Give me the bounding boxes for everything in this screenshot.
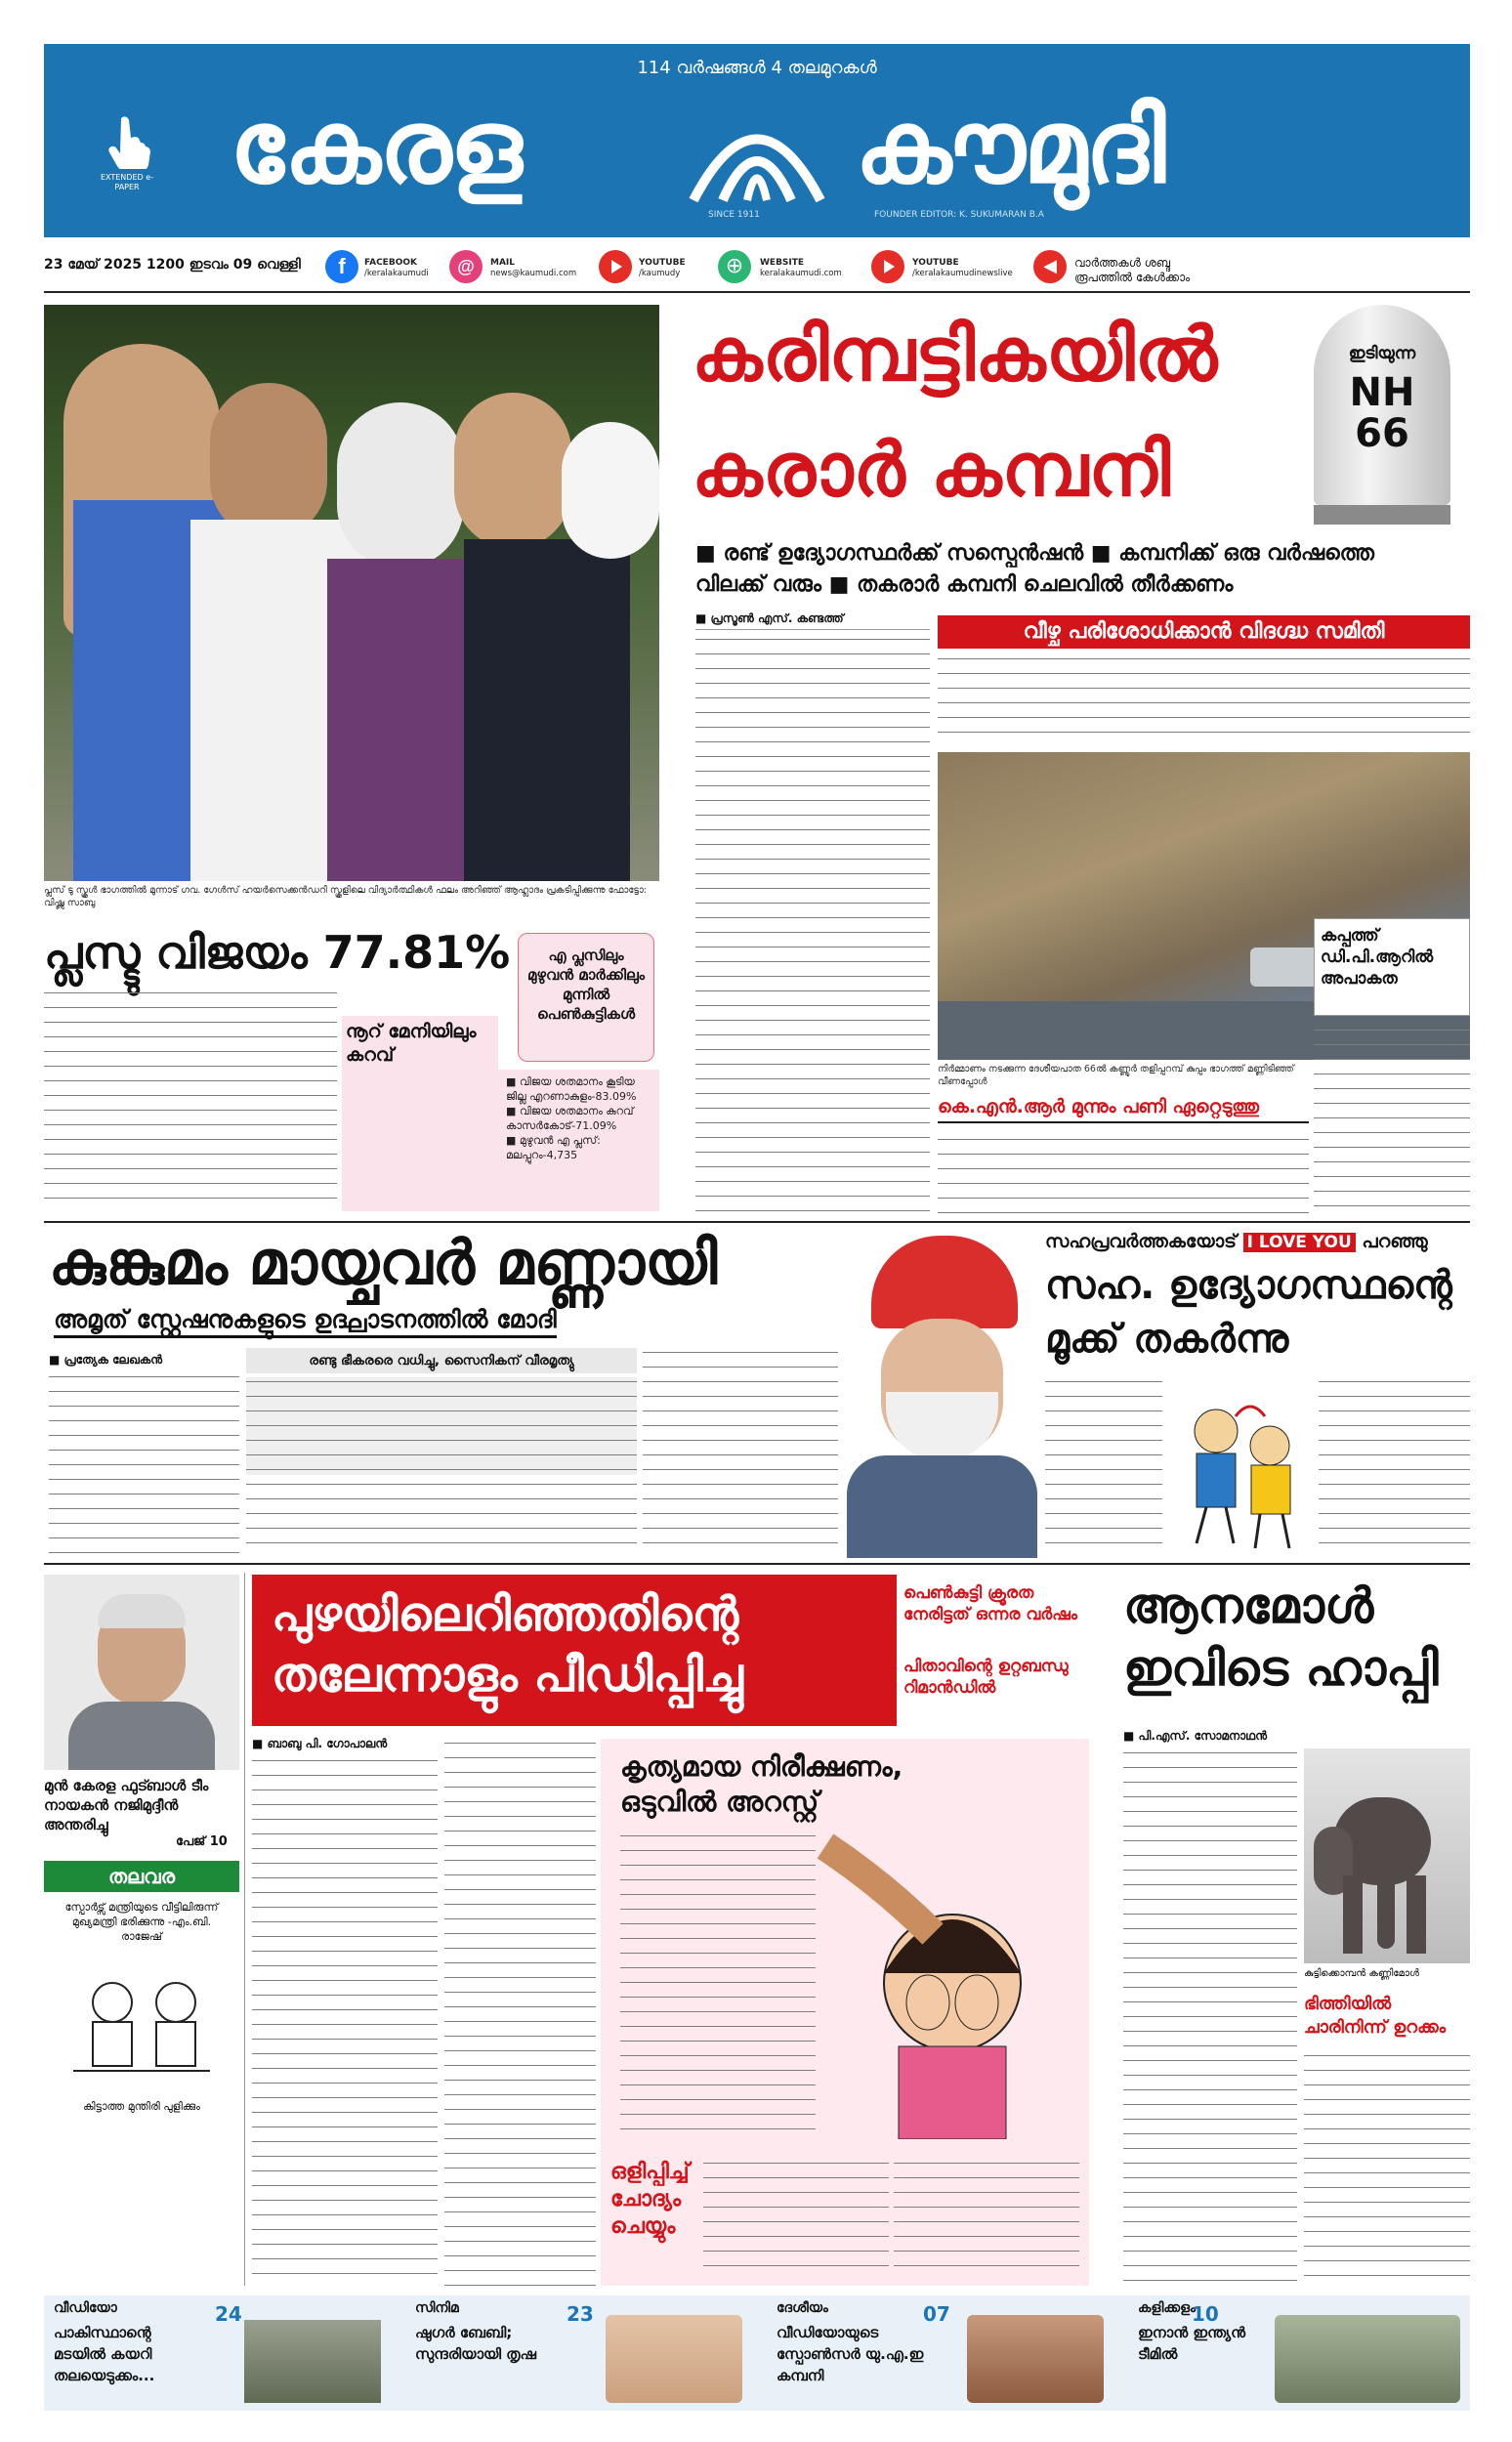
river-side-1: പെൺകുട്ടി ക്രൂരത നേരിട്ടത് ഒന്നര വർഷം bbox=[903, 1583, 1077, 1624]
river-headline-2: തലേന്നാളും പീഡിപ്പിച്ചു bbox=[272, 1648, 743, 1703]
social-youtube[interactable]: YOUTUBE /kaumudy bbox=[639, 258, 686, 278]
river-warn: ഒളിപ്പിച്ച് ചോദ്യം ചെയ്യും bbox=[610, 2160, 690, 2239]
talavara-cartoon-caption: കിട്ടാത്ത മുന്തിരി പുളിക്കും bbox=[83, 2100, 200, 2113]
left-col-divider bbox=[244, 1573, 245, 2286]
iloveyou-headline-1: സഹ. ഉദ്യോഗസ്ഥന്റെ bbox=[1045, 1263, 1452, 1308]
footer-text-cinema: ഷുഗർ ബേബി; സുന്ദരിയായി തൃഷ bbox=[415, 2324, 537, 2363]
plus2-body-left bbox=[44, 989, 337, 1211]
river-inset-title-1: കൃത്യമായ നിരീക്ഷണം, bbox=[620, 1750, 903, 1783]
sidebar-text bbox=[938, 654, 1470, 742]
talavara-label: തലവര bbox=[44, 1861, 239, 1892]
footer-page-national: 07 bbox=[923, 2302, 950, 2326]
extended-epaper-icon[interactable] bbox=[98, 110, 156, 198]
plus2-stat-2: ■ വിജയ ശതമാനം കുറവ് കാസർകോട്-71.09% bbox=[506, 1105, 634, 1132]
audio-speaker-icon[interactable]: ◀ bbox=[1033, 250, 1067, 283]
facebook-icon[interactable]: f bbox=[325, 250, 358, 283]
river-headline-1: പുഴയിലെറിഞ്ഞതിന്റെ bbox=[272, 1587, 739, 1642]
milestone-nh: NH bbox=[1349, 370, 1415, 415]
masthead-tagline: 114 വർഷങ്ങൾ 4 തലമുറകൾ bbox=[637, 58, 877, 78]
section-rule-1 bbox=[44, 1221, 1470, 1223]
footer-teaser-video[interactable] bbox=[54, 2300, 386, 2408]
modi-body-mid bbox=[246, 1480, 637, 1553]
landslide-caption: നിർമ്മാണം നടക്കുന്ന ദേശീയപാത 66ൽ കണ്ണൂർ തളിപ്പറമ്പ് കുപ്പം ഭാഗത്ത് മണ്ണിടിഞ്ഞ് വീണപ്പോൾ bbox=[938, 1064, 1294, 1087]
footer-text-sports: ഇനാൻ ഇന്ത്യൻ ടീമിൽ bbox=[1138, 2324, 1246, 2363]
footer-page-sports: 10 bbox=[1192, 2302, 1219, 2326]
lead-subhead-2: വിലക്ക് വരും ■ തകരാർ കമ്പനി ചെലവിൽ തീർക്കണം bbox=[695, 572, 1234, 597]
elephant-headline-2: ഇവിടെ ഹാപ്പി bbox=[1123, 1640, 1439, 1697]
founder-label: FOUNDER EDITOR: K. SUKUMARAN B.A bbox=[874, 210, 1044, 220]
footer-section-sports: കളിക്കളം bbox=[1138, 2300, 1196, 2316]
elephant-sub: ഭിത്തിയിൽ ചാരിനിന്ന് ഉറക്കം bbox=[1304, 1994, 1447, 2038]
social-facebook[interactable]: FACEBOOK /keralakaumudi bbox=[364, 258, 429, 278]
plus2-stat-3: ■ മുഴുവൻ എ പ്ലസ്: മലപ്പുറം-4,735 bbox=[506, 1134, 601, 1161]
footer-section-national: ദേശീയം bbox=[777, 2300, 828, 2316]
talavara-cartoon bbox=[54, 1963, 230, 2090]
modi-box-title: രണ്ടു ഭീകരരെ വധിച്ചു, സൈനികന് വീരമൃത്യു bbox=[246, 1348, 637, 1373]
plus2-stats bbox=[506, 1074, 652, 1162]
river-byline: ■ ബാബു പി. ഗോപാലൻ bbox=[252, 1737, 388, 1750]
iloveyou-body-right bbox=[1319, 1377, 1470, 1553]
knr-text bbox=[938, 1135, 1309, 1213]
river-inset bbox=[601, 1739, 1089, 2286]
river-body-1 bbox=[252, 1756, 438, 2286]
elephant-byline: ■ പി.എസ്. സോമനാഥൻ bbox=[1123, 1729, 1267, 1743]
dateline: 23 മേയ് 2025 1200 ഇടവം 09 വെള്ളി bbox=[44, 257, 301, 273]
modi-body-right bbox=[643, 1348, 838, 1553]
elephant-caption: കുട്ടിക്കൊമ്പൻ കണ്ണിമോൾ bbox=[1304, 1968, 1420, 1979]
lead-headline-2: കരാർ കമ്പനി bbox=[692, 426, 1171, 513]
students-celebration-photo bbox=[44, 305, 659, 881]
lead-byline-rule bbox=[695, 629, 930, 630]
social-youtube-live[interactable]: YOUTUBE /keralakaumudinewslive bbox=[912, 258, 1013, 278]
extended-label: EXTENDED e-PAPER bbox=[100, 173, 154, 191]
elephant-headline-1: ആനമോൾ bbox=[1123, 1578, 1374, 1634]
iloveyou-kicker bbox=[1045, 1227, 1428, 1257]
elephant-body-2 bbox=[1304, 2051, 1470, 2286]
knr-title: കെ.എൻ.ആർ മുന്നും പണി ഏറ്റെടുത്തു bbox=[938, 1096, 1309, 1123]
sidebar-title: വീഴ്ച പരിശോധിക്കാൻ വിദഗ്ദ്ധ സമിതി bbox=[938, 615, 1470, 649]
masthead bbox=[44, 44, 1470, 237]
iloveyou-kicker-love: I LOVE YOU bbox=[1243, 1233, 1356, 1252]
elephant-photo bbox=[1304, 1748, 1470, 1963]
river-inset-title-2: ഒടുവിൽ അറസ്റ്റ് bbox=[620, 1786, 819, 1818]
elephant-body-1 bbox=[1123, 1748, 1297, 2286]
website-globe-icon[interactable]: ⊕ bbox=[718, 250, 751, 283]
nh66-milestone bbox=[1314, 305, 1450, 525]
students-photo-caption: പ്ലസ് ടു സ്കൂൾ ഭാഗത്തിൽ മുന്നാട് ഗവ. ഗേൾസ് ഹയർസെക്കൻഡറി സ്കൂളിലെ വിദ്യാർത്ഥികൾ ഫലം അറിഞ്ഞ് ആഹ്ലാദം പ്രകടിപ്പിക്കുന്നു ഫോട്ടോ: വിഷ്ണു സാബു bbox=[44, 885, 647, 908]
audio-news-label[interactable]: വാർത്തകൾ ശബ്ദ രൂപത്തിൽ കേൾക്കാം bbox=[1074, 256, 1191, 284]
masthead-title-right: കൗമുദി bbox=[855, 86, 1164, 206]
modi-box-text bbox=[246, 1377, 637, 1475]
footer-teaser-sports[interactable] bbox=[1138, 2300, 1465, 2408]
iloveyou-body-left bbox=[1045, 1377, 1162, 1553]
river-side-2: പിതാവിന്റെ ഉറ്റബന്ധു റിമാൻഡിൽ bbox=[903, 1657, 1069, 1698]
youtube-icon[interactable] bbox=[599, 250, 632, 283]
masthead-title-left: കേരള bbox=[230, 86, 521, 206]
modi-body-left bbox=[49, 1372, 239, 1553]
social-mail[interactable]: MAIL news@kaumudi.com bbox=[490, 258, 577, 278]
river-headline-box bbox=[252, 1575, 897, 1726]
footer-section-video: വീഡിയോ bbox=[54, 2300, 117, 2316]
modi-headline: കുങ്കുമം മായ്ചവർ മണ്ണായി bbox=[49, 1227, 718, 1298]
iloveyou-headline-2: മൂക്ക് തകർന്നു bbox=[1045, 1317, 1289, 1362]
cut-label-box: കപ്പത്ത് ഡി.പി.ആറിൽ അപാകത bbox=[1314, 918, 1470, 1016]
talavara-text: സ്പോർട്സ് മന്ത്രിയുടെ വീട്ടിലിരുന്ന് മുഖ്യമന്ത്രി ഭരിക്കുന്നു -എം.ബി. രാജേഷ് bbox=[64, 1901, 219, 1943]
obituary-page-ref[interactable]: പേജ് 10 bbox=[176, 1834, 228, 1849]
plus2-tag: എ പ്ലസിലും മുഴുവൻ മാർക്കിലും മുന്നിൽ പെൺകുട്ടികൾ bbox=[518, 933, 654, 1062]
footer-page-video: 24 bbox=[215, 2302, 242, 2326]
footer-teaser-cinema[interactable] bbox=[415, 2300, 747, 2408]
lead-subhead-1: ■ രണ്ട് ഉദ്യോഗസ്ഥർക്ക് സസ്പെൻഷൻ ■ കമ്പനിക്ക് ഒരു വർഷത്തെ bbox=[695, 541, 1374, 566]
milestone-num: 66 bbox=[1355, 411, 1409, 456]
girl-hands-illustration bbox=[816, 1817, 1089, 2139]
obituary-portrait bbox=[44, 1575, 239, 1770]
iloveyou-kicker-post: പറഞ്ഞു bbox=[1362, 1231, 1428, 1252]
iloveyou-kicker-pre: സഹപ്രവർത്തകയോട് bbox=[1045, 1231, 1238, 1252]
footer-text-video: പാകിസ്ഥാന്റെ മടയിൽ കയറി തലയെടുക്കം... bbox=[54, 2324, 155, 2384]
plus2-subhead: നൂറ് മേനിയിലും കറവ് bbox=[342, 1016, 498, 1071]
lead-body-text bbox=[695, 635, 930, 1211]
office-cartoon bbox=[1167, 1377, 1314, 1553]
lead-byline: ■ പ്രസൂൺ എസ്. കണ്ടത്ത് bbox=[695, 611, 844, 625]
since-label: SINCE 1911 bbox=[708, 210, 760, 220]
modi-sub: അമൃത് സ്റ്റേഷനുകളുടെ ഉദ്ഘാടനത്തിൽ മോദി bbox=[54, 1304, 557, 1338]
mail-icon[interactable]: @ bbox=[449, 250, 483, 283]
emblem-icon bbox=[679, 98, 835, 205]
river-body-2 bbox=[444, 1739, 596, 2286]
footer-text-national: വീഡിയോയുടെ സ്പോൺസർ യു.എ.ഇ കമ്പനി bbox=[777, 2324, 924, 2384]
lead-headline-1: കരിമ്പട്ടികയിൽ bbox=[692, 311, 1218, 398]
plus2-stat-1: ■ വിജയ ശതമാനം കൂടിയ ജില്ല എറണാകുളം-83.09% bbox=[506, 1075, 637, 1103]
modi-photo bbox=[842, 1226, 1037, 1558]
youtube-live-icon[interactable] bbox=[871, 250, 904, 283]
top-rule bbox=[44, 291, 1470, 293]
footer-section-cinema: സിനിമ bbox=[415, 2300, 459, 2316]
milestone-top: ഇടിയുന്ന bbox=[1348, 344, 1416, 363]
plus2-headline: പ്ലസ്ടു വിജയം 77.81% bbox=[44, 926, 511, 979]
footer-teaser-national[interactable] bbox=[777, 2300, 1109, 2408]
section-rule-2 bbox=[44, 1563, 1470, 1565]
footer-page-cinema: 23 bbox=[567, 2302, 594, 2326]
modi-byline: ■ പ്രത്യേക ലേഖകൻ bbox=[49, 1353, 163, 1367]
obituary-caption: മുൻ കേരള ഫുട്ബാൾ ടീം നായകൻ നജിമുദ്ദീൻ അന്തരിച്ചു bbox=[44, 1777, 209, 1833]
cut-text bbox=[1314, 1026, 1470, 1211]
social-website[interactable]: WEBSITE keralakaumudi.com bbox=[760, 258, 842, 278]
